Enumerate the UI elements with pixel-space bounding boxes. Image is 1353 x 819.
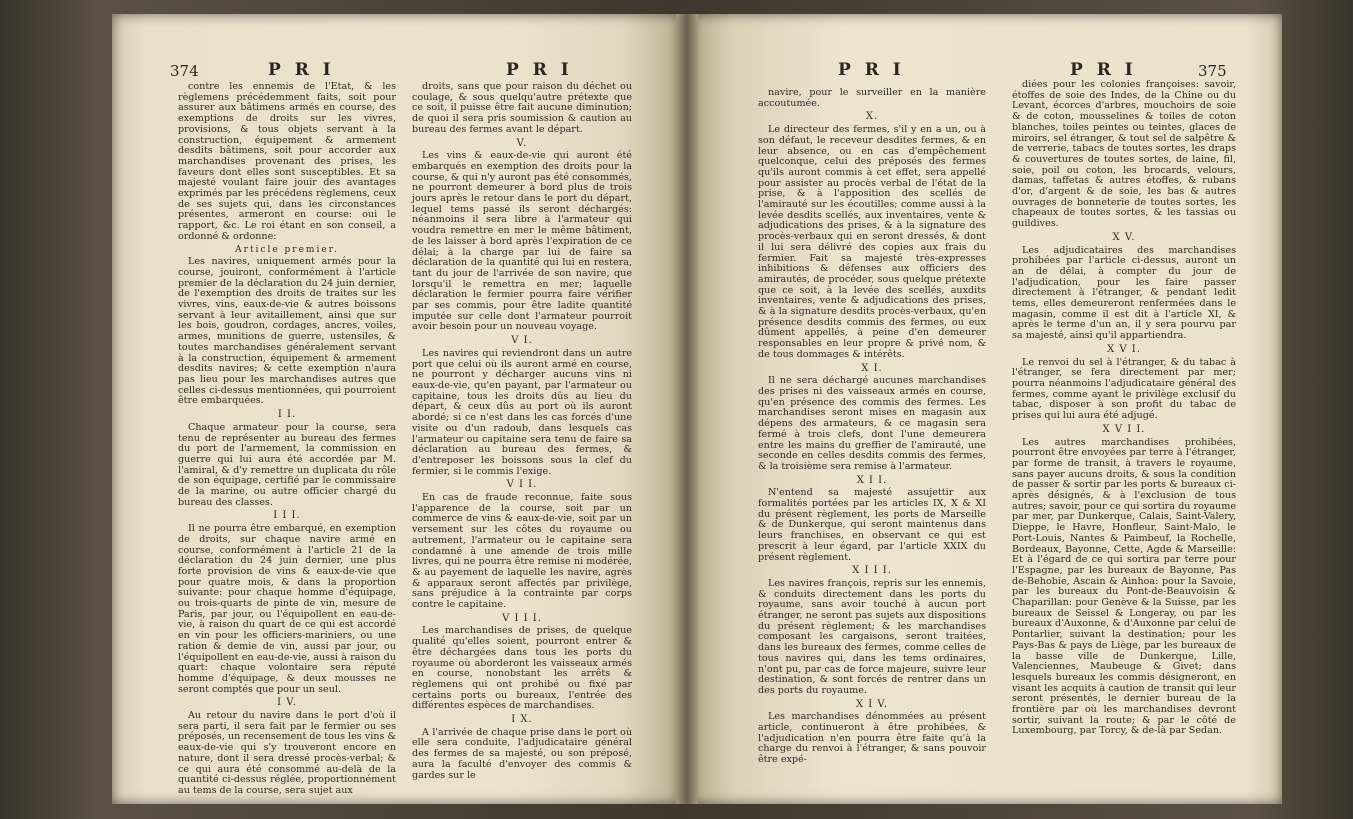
paragraph: droits, sans que pour raison du déchet ou coulage, & sous quelqu'autre prétexte que ce soit, il puisse être fait aucune diminution; de quoi il sera pris soumission & caution au bureau des fermes avant le départ. (412, 81, 632, 135)
paragraph: Il ne sera déchargé aucunes marchandises des prises ni des vaisseaux armés en course, qu'en présence des commis des fermes. Les marchandises seront mises en magasin aux dépens des armateurs, & ce magasin sera fermé à trois clefs, dont l'une demeurera entre les mains du greffier de l'amirauté, une seconde en celles desdits commis des fermes, & la troisième sera remise à l'armateur. (758, 375, 986, 472)
left-running-head-1: P R I (268, 60, 335, 80)
book-gutter (676, 14, 698, 804)
left-column-1 (178, 81, 396, 796)
paragraph: Les marchandises dénommées au présent article, continueront à être prohibées, & l'adjudication n'en pourra être faite qu'à la charge du renvoi à l'étranger, & sans pouvoir être expé- (758, 711, 986, 766)
article-heading: X I I I. (852, 565, 892, 577)
paragraph: Les vins & eaux-de-vie qui auront été embarqués en exemption des droits pour la course, & qui n'y auront pas été consommés, ne pourront demeurer à bord plus de trois jours après le retour dans le port du départ, lequel tems passé ils seront déchargés: néanmoins il sera libre à l'armateur qui voudra remettre en mer le même bâtiment, de les laisser à bord après l'expiration de ce délai; à la charge par lui de faire sa déclaration de la quantité qui lui en restera, tant du jour de l'arrivée de son navire, que lorsqu'il le remettra en mer; laquelle déclaration le fermier pourra faire vérifier par ses commis, pour être ladite quantité imputée sur celle dont l'armateur pourroit avoir besoin pour un nouveau voyage. (412, 150, 632, 333)
article-heading: Article premier. (235, 244, 339, 255)
article-heading: V I I I. (502, 612, 542, 624)
article-heading: X I I. (856, 474, 888, 486)
left-column-2 (412, 82, 632, 782)
article-heading: I V. (277, 697, 297, 709)
right-column-1 (758, 88, 986, 788)
article-heading: I I I. (273, 510, 301, 522)
paragraph: Au retour du navire dans le port d'où il sera parti, il sera fait par le fermier ou ses préposés, un recensement de tous les vins & eaux-de-vie qui s'y trouveront encore en nature, dont il sera dressé procès-verbal; & ce qui aura été consommé au-delà de la quantité ci-dessus réglée, proportionnément au tems de la course, sera sujet aux (178, 710, 396, 796)
paragraph: Les autres marchandises prohibées, pourront être envoyées par terre à l'étranger, par forme de transit, à travers le royaume, sans payer aucuns droits, & sous la condition de passer & sortir par les ports & bureaux ci-après désignés, & à l'exclusion de tous autres; savoir, pour ce qui sortira du royaume par mer, par Dunkerque, Calais, Saint-Valery, Dieppe, le Havre, Honfleur, Saint-Malo, le Port-Louis, Nantes & Paimbeuf, la Rochelle, Bordeaux, Bayonne, Cette, Agde & Marseille: Et à l'égard de ce qui sortira par terre pour l'Espagne, par les bureaux de Bayonne, Pas de-Behobie, Ascain & Ainhoa: pour la Savoie, par les bureaux du Pont-de-Beauvoisin & Chaparillan: pour Genève & la Suisse, par les bureaux de Seissel & Longeray, ou par les bureaux d'Auxonne, & d'Auxonne par celui de Pontarlier, suivant la destination; pour les Pays-Bas & pays de Liège, par les bureaux de la basse ville de Dunkerque, Lille, Valenciennes, Maubeuge & Givet; dans lesquels bureaux les commis désigneront, en visant les acquits à caution de transit qui leur seront présentés, le dernier bureau de la frontière par où les marchandises devront sortir, suivant la route; & par le côté de Luxembourg, par Torcy, & de-là par Sedan. (1012, 436, 1236, 737)
paragraph: Le directeur des fermes, s'il y en a un, ou à son défaut, le receveur desdites fermes, & en leur absence, ou en cas d'empêchement quelconque, celui des préposés des fermes qu'ils auront commis à cet effet, sera appellé pour assister au procès verbal de l'état de la prise, & à l'apposition des scellés de l'amirauté sur les écoutilles; comme aussi à la levée desdits scellés, aux inventaires, vente & adjudications des prises, & à la signature des procès-verbaux qui en seront dressés, & dont il lui sera délivré des copies aux frais du fermier. Fait sa majesté très-expresses inhibitions & défenses aux officiers des amirautés, de procéder, sous quelque prétexte que ce soit, à la levée des scellés, auxdits inventaires, vente & adjudications des prises, & à la signature desdits procès-verbaux, qu'en présence desdits commis des fermes, ou eux dûment appellés, à peine d'en demeurer responsables en leur propre & privé nom, & de tous dommages & intérêts. (758, 124, 986, 360)
article-heading: V. (516, 137, 528, 149)
paragraph: navire, pour le surveiller en la manière accoutumée. (758, 87, 986, 109)
right-running-head-1: P R I (838, 60, 905, 80)
paragraph: Les navires, uniquement armés pour la course, jouiront, conformément à l'article premier de la déclaration du 24 juin dernier, de l'exemption des droits de traites sur les vivres, vins, eaux-de-vie & autres boissons servant à leur avitaillement, ainsi que sur les bois, goudron, cordages, ancres, voiles, armes, munitions de guerre, ustensiles, & toutes marchandises généralement servant à la construction, équipement & armement desdits navires; & cette exemption n'aura pas lieu pour les marchandises autres que celles ci-dessus mentionnées, qui pourroient être embarquées. (178, 256, 396, 407)
paragraph: Le renvoi du sel à l'étranger, & du tabac à l'étranger, se fera directement par mer; pourra néanmoins l'adjudicataire général des fermes, comme ayant le privilège exclusif du tabac, disposer à son profit du tabac de prises qui lui aura été adjugé. (1012, 356, 1236, 422)
left-page-number: 374 (170, 62, 199, 80)
right-column-2 (1012, 80, 1236, 780)
article-heading: V I I. (506, 479, 538, 491)
article-heading: I I. (277, 409, 297, 421)
paragraph: Chaque armateur pour la course, sera tenu de représenter au bureau des fermes du port de l'armement, la commission en guerre qui lui aura été accordée par M. l'amiral, & d'y remettre un duplicata du rôle de son équipage, certifié par le commissaire de la marine, ou autre officier chargé du bureau des classes. (178, 421, 396, 508)
paragraph: Les navires françois, repris sur les ennemis, & conduits directement dans les ports du royaume, sans avoir touché à aucun port étranger, ne seront pas sujets aux dispositions du présent règlement; & les marchandises composant les cargaisons, seront traitées, dans les bureaux des fermes, comme celles de tous navires qui, dans les tems ordinaires, n'ont pu, par cas de force majeure, suivre leur destination, & sont forcés de rentrer dans un des ports du royaume. (758, 577, 986, 696)
article-heading: V I. (511, 335, 533, 347)
left-running-head-2: P R I (506, 60, 573, 80)
article-heading: X V I. (1107, 343, 1141, 355)
article-heading: X V. (1112, 231, 1136, 243)
article-heading: I X. (511, 714, 533, 726)
right-running-head-2: P R I (1070, 60, 1137, 80)
article-heading: X. (865, 111, 879, 123)
paragraph: Les marchandises de prises, de quelque qualité qu'elles soient, pourront entrer & être déchargées dans tous les ports du royaume où aborderont les vaisseaux armés en course, nonobstant les arrêts & règlemens qui ont prohibé ou fixé par certains ports ou bureaux, l'entrée des différentes espèces de marchandises. (412, 625, 632, 712)
right-page-number: 375 (1198, 62, 1227, 80)
paragraph: N'entend sa majesté assujettir aux formalités portées par les articles IX, X & XI du présent règlement, les ports de Marseille & de Dunkerque, qui seront maintenus dans leurs franchises, en observant ce qui est prescrit à leur égard, par l'article XXIX du présent règlement. (758, 487, 986, 563)
paragraph: Les navires qui reviendront dans un autre port que celui où ils auront armé en course, ne pourront y décharger aucuns vins ni eaux-de-vie, qu'en payant, par l'armateur ou capitaine, tous les droits dûs au lieu du départ, & ceux dûs au port où ils auront abordé; si ce n'est dans les cas forcés d'une visite ou d'un radoub, dans lesquels cas l'armateur ou capitaine sera tenu de faire sa déclaration au bureau des fermes, & d'entreposer les boissons sous la clef du fermier, si le commis l'exige. (412, 347, 632, 477)
article-heading: X I. (861, 362, 883, 374)
article-heading: X I V. (855, 698, 889, 710)
paragraph: diées pour les colonies françoises: savoir, étoffes de soie des Indes, de la Chine ou du Levant, écorces d'arbres, mouchoirs de soie & de coton, mousselines & toiles de coton blanches, toiles peintes ou teintes, glaces de miroirs, sel étranger, & tout sel de salpêtre & de verrerie, tabacs de toutes sortes, les draps & couvertures de toutes sortes, de laine, fil, soie, poil ou coton, les brocards, velours, damas, taffetas & autres étoffes, & rubans d'or, d'argent & de soie, les bas & autres ouvrages de bonneterie de toutes sortes, les chapeaux de toutes sortes, & les tassias ou guildives. (1012, 79, 1236, 230)
paragraph: A l'arrivée de chaque prise dans le port où elle sera conduite, l'adjudicataire général des fermes de sa majesté, ou son préposé, aura la faculté d'envoyer des commis & gardes sur le (412, 726, 632, 781)
paragraph: contre les ennemis de l'Etat, & les règlemens précédemment faits, soit pour assurer aux bâtimens armés en course, des exemptions de droits sur les vivres, provisions, & tous objets servant à la construction, équipement & armement desdits bâtimens, soit pour accorder aux marchandises provenant des prises, les faveurs dont elles sont susceptibles. Et sa majesté voulant faire jouir des avantages exprimés par les précédens règlemens, ceux de ses sujets qui, dans les circonstances présentes, armeront en course: oui le rapport, &c. Le roi étant en son conseil, a ordonné & ordonne: (178, 81, 396, 242)
paragraph: En cas de fraude reconnue, faite sous l'apparence de la course, soit par un commerce de vins & eaux-de-vie, soit par un versement sur les côtes du royaume ou autrement, l'armateur ou le capitaine sera condamné à une amende de trois mille livres, qui ne pourra être remise ni modérée, & au payement de laquelle les navire, agrès & apparaux seront affectés par privilège, sans préjudice à la contrainte par corps contre le capitaine. (412, 492, 632, 611)
paragraph: Les adjudicataires des marchandises prohibées par l'article ci-dessus, auront un an de délai, à compter du jour de l'adjudication, pour les faire passer directement à l'étranger, & pendant ledit tems, elles demeureront renfermées dans le magasin, comme il est dit à l'article XI, & après le terme d'un an, il y sera pourvu par sa majesté, ainsi qu'il appartiendra. (1012, 244, 1236, 342)
article-heading: X V I I. (1102, 423, 1146, 435)
paragraph: Il ne pourra être embarqué, en exemption de droits, sur chaque navire armé en course, conformément à l'article 21 de la déclaration du 24 juin dernier, une plus forte provision de vins & eaux-de-vie que pour quatre mois, & dans la proportion suivante: pour chaque homme d'équipage, ou trois-quarts de pinte de vin, mesure de Paris, par jour, ou l'équipollent en eau-de-vie, à raison du quart de ce qui est accordé en vin pour les officiers-mariniers, ou une ration & demie de vin, aussi par jour, ou l'équipollent en eau-de-vie, aussi à raison du quart: chaque volontaire sera réputé homme d'équipage, & deux mousses ne seront comptés que pour un seul. (178, 523, 396, 695)
